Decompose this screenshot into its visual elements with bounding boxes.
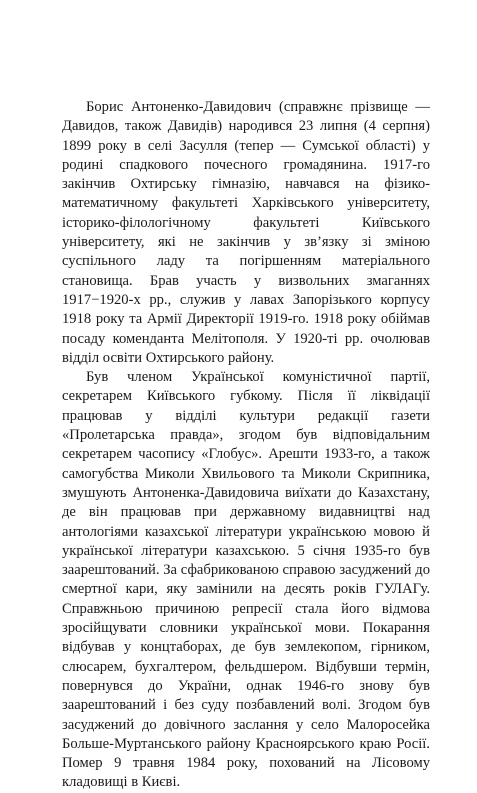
biography-paragraph: Був членом Української комуністичної партії, секретарем Київського губкому. Після її ліквідації працював у відділі культури редакції газети «Пролетарська правда», згодом був відповідальним секретарем часопису «Глобус». Арешти 1933-го, а також самогубства Миколи Хвильового та Миколи Скрипника, змушують Антоненка-Давидовича виїхати до Казахстану, де він працював при державному видавництві над антологіями казахської літератури українською мовою й української літератури казахською. 5 січня 1935-го був заарештований. За сфабрикованою справою засуджений до смертної кари, яку замінили на десять років ГУЛАГу. Справжньою причиною репресії стала його відмова зросійщувати словники української мови. Покарання відбував у концтаборах, де був землекопом, гірником, слюсарем, бухгалтером, фельдшером. Відбувши термін, повернувся до України, однак 1946-го знову був заарештований і без суду позбавлений волі. Згодом був засуджений до довічного заслання у село Малоросейка Больше-Муртанського району Красноярського краю Росії. Помер 9 травня 1984 року, похований на Лісовому кладовищі в Києві. [62, 369, 430, 791]
biography-paragraph: Борис Антоненко-Давидович (справжнє прізвище — Давидов, також Давидів) народився 23 липня (4 серпня) 1899 року в селі Засулля (тепер — Сумської області) у родині спадкового почесного громадянина. 1917-го закінчив Охтирську гімназію, навчався на фізико-математичному факультеті Харківського університету, історико-філологічному факультеті Київського університету, які не закінчив у зв’язку зі зміною суспільного ладу та погіршенням матеріального становища. Брав участь у визвольних змаганнях 1917−1920-х рр., служив у лавах Запорізького корпусу 1918 року та Армії Директорії 1919-го. 1918 року обіймав посаду коменданта Мелітополя. У 1920-ті рр. очолював відділ освіти Охтирського району. [62, 99, 430, 366]
page-text-block [62, 98, 430, 793]
